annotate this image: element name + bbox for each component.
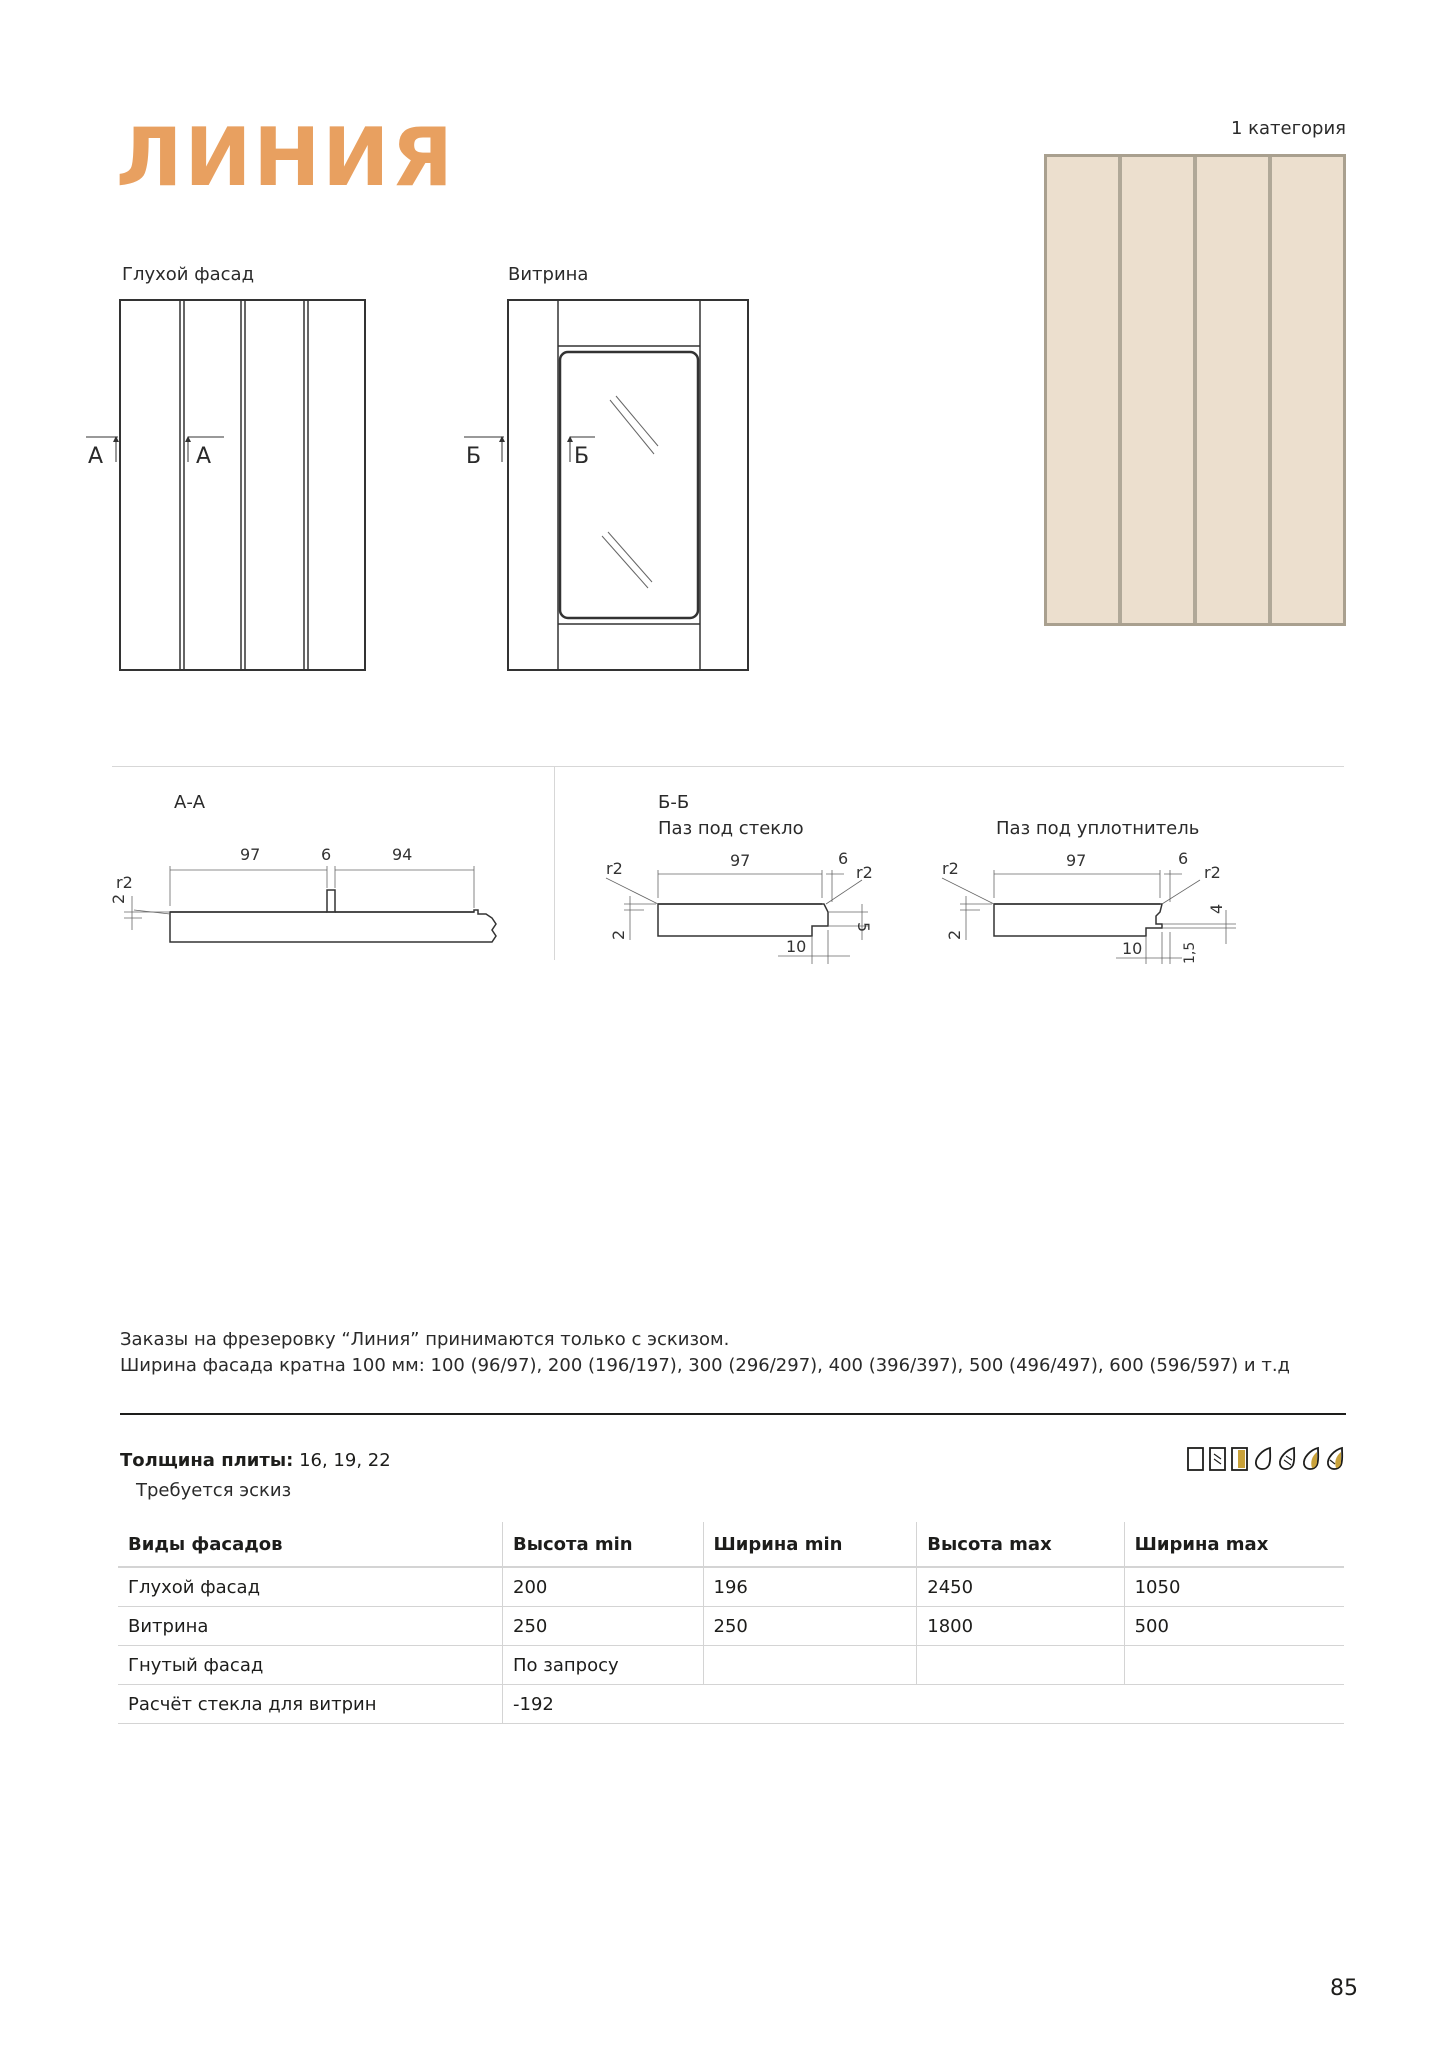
drop-hatched-icon (1276, 1446, 1298, 1472)
section-aa-title: А-А (174, 792, 206, 813)
dim-seal-6: 6 (1178, 849, 1189, 868)
table-cell: Глухой фасад (118, 1567, 503, 1607)
drop-gold-icon (1300, 1446, 1322, 1472)
specs-table (118, 1522, 1344, 1724)
table-cell (703, 1646, 917, 1685)
dim-seal-1-5: 1,5 (1182, 941, 1198, 964)
swatch-plank (1197, 157, 1272, 623)
section-mark-b-left: Б (466, 444, 482, 469)
table-row (118, 1685, 1344, 1724)
swatch-plank (1122, 157, 1197, 623)
sketch-required: Требуется эскиз (136, 1480, 292, 1501)
table-cell (1124, 1646, 1344, 1685)
dim-bb-2: 2 (609, 929, 628, 940)
table-row (118, 1607, 1344, 1646)
dim-aa-97: 97 (240, 845, 261, 864)
header-width-max: Ширина max (1124, 1522, 1344, 1567)
dim-bb-97: 97 (730, 851, 751, 870)
table-cell: 500 (1124, 1607, 1344, 1646)
showcase-label: Витрина (508, 264, 589, 285)
facade-swatch (1044, 154, 1346, 626)
header-height-min: Высота min (503, 1522, 704, 1567)
note-line-2: Ширина фасада кратна 100 мм: 100 (96/97), 200 (196/197), 300 (296/297), 400 (396/397), 500 (496/497), 600 (596/597) и т.д (120, 1355, 1290, 1376)
category-label: 1 категория (1230, 118, 1346, 139)
header-height-max: Высота max (917, 1522, 1124, 1567)
section-mark-a-right: А (196, 444, 212, 469)
table-cell: По запросу (503, 1646, 704, 1685)
table-cell: 1800 (917, 1607, 1124, 1646)
dim-seal-2: 2 (945, 929, 964, 940)
thickness-value: 16, 19, 22 (293, 1450, 391, 1471)
section-bb-drawing (594, 840, 894, 970)
dim-aa-6: 6 (321, 845, 332, 864)
blind-facade-drawing (80, 290, 380, 680)
dim-seal-r2-left: r2 (942, 859, 959, 878)
dim-seal-4: 4 (1207, 903, 1226, 914)
table-cell: Расчёт стекла для витрин (118, 1685, 503, 1724)
table-cell: Витрина (118, 1607, 503, 1646)
table-cell: 250 (703, 1607, 917, 1646)
section-bb-subtitle: Паз под стекло (658, 818, 804, 839)
note-line-1: Заказы на фрезеровку “Линия” принимаются только с эскизом. (120, 1329, 730, 1350)
header-facade-type: Виды фасадов (118, 1522, 503, 1567)
dim-bb-6: 6 (838, 849, 849, 868)
table-row (118, 1567, 1344, 1607)
vertical-divider (554, 766, 555, 960)
swatch-plank (1272, 157, 1343, 623)
table-row (118, 1646, 1344, 1685)
finish-icons (1186, 1446, 1346, 1472)
section-seal-drawing (930, 840, 1260, 970)
section-aa-drawing (109, 836, 512, 956)
section-mark-a-left: А (88, 444, 104, 469)
panel-icon (1186, 1446, 1206, 1472)
dim-aa-2: 2 (109, 893, 128, 904)
section-mark-b-right: Б (574, 444, 590, 469)
table-cell: 200 (503, 1567, 704, 1607)
panel-gold-icon (1230, 1446, 1250, 1472)
dim-bb-5: 5 (854, 922, 873, 933)
table-header-row (118, 1522, 1344, 1567)
thickness-line (120, 1450, 391, 1471)
order-notes (120, 1327, 1290, 1379)
table-cell: -192 (503, 1685, 1345, 1724)
dim-seal-10: 10 (1122, 939, 1143, 958)
panel-hatched-icon (1208, 1446, 1228, 1472)
table-cell: Гнутый фасад (118, 1646, 503, 1685)
section-seal-subtitle: Паз под уплотнитель (996, 818, 1200, 839)
dim-bb-10: 10 (786, 937, 807, 956)
thickness-label: Толщина плиты: (120, 1450, 294, 1471)
table-cell: 1050 (1124, 1567, 1344, 1607)
table-cell: 2450 (917, 1567, 1124, 1607)
dim-seal-97: 97 (1066, 851, 1087, 870)
table-cell: 250 (503, 1607, 704, 1646)
dim-aa-r2: r2 (116, 873, 133, 892)
showcase-drawing (460, 290, 760, 680)
table-cell (917, 1646, 1124, 1685)
swatch-plank (1047, 157, 1122, 623)
section-bb-title: Б-Б (658, 792, 690, 813)
drop-icon (1252, 1446, 1274, 1472)
dim-aa-94: 94 (392, 845, 413, 864)
dim-seal-r2-right: r2 (1204, 863, 1221, 882)
table-cell: 196 (703, 1567, 917, 1607)
blind-facade-label: Глухой фасад (122, 264, 255, 285)
table-top-rule (120, 1413, 1346, 1415)
divider (112, 766, 1344, 767)
drop-gold-hatched-icon (1324, 1446, 1346, 1472)
page-title: ЛИНИЯ (116, 111, 455, 204)
page-number: 85 (1330, 1976, 1358, 2001)
dim-bb-r2-right: r2 (856, 863, 873, 882)
header-width-min: Ширина min (703, 1522, 917, 1567)
dim-bb-r2-left: r2 (606, 859, 623, 878)
